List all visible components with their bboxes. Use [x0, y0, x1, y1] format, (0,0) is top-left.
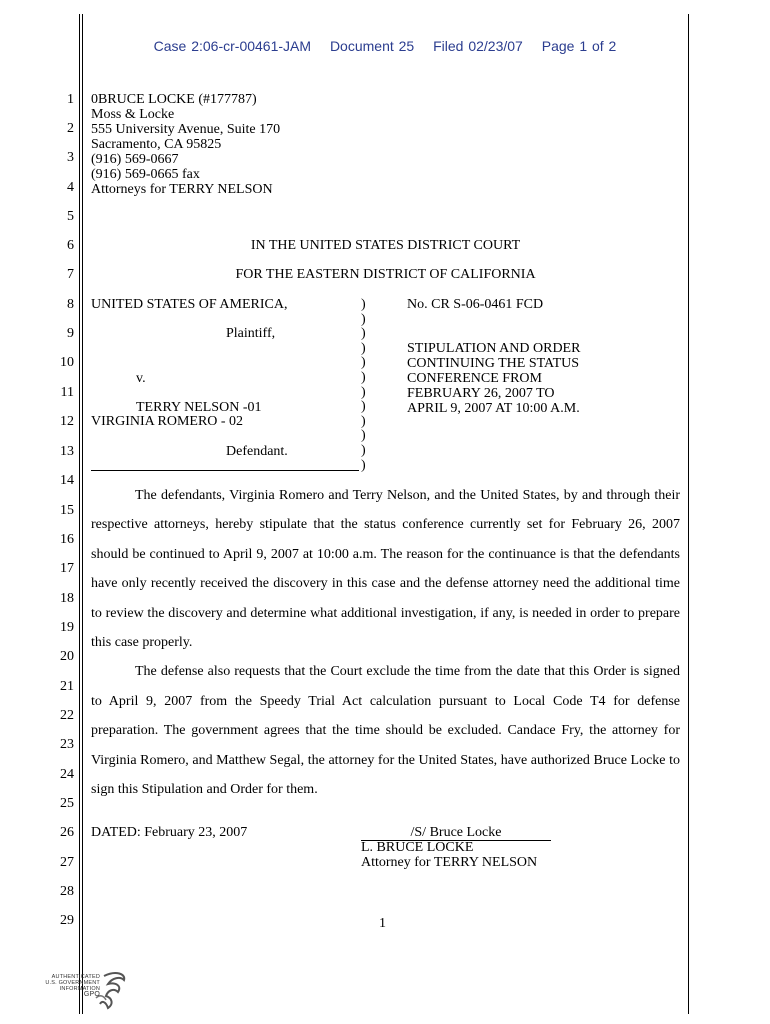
line-number: 11 — [60, 385, 74, 400]
caption-paren: ) — [361, 297, 366, 312]
case-header — [0, 38, 770, 54]
line-number: 7 — [67, 267, 74, 282]
line-number: 4 — [67, 180, 74, 195]
logo-line: INFORMATION — [59, 986, 100, 992]
counsel-line: Sacramento, CA 95825 — [91, 137, 222, 152]
signature-line: /S/ Bruce Locke — [361, 825, 551, 841]
caption-paren: ) — [361, 355, 366, 371]
line-number: 27 — [60, 855, 74, 870]
court-district: FOR THE EASTERN DISTRICT OF CALIFORNIA — [235, 267, 536, 282]
caption-paren: ) — [361, 413, 366, 429]
line-number: 24 — [60, 767, 74, 782]
logo-line: AUTHENTICATED — [51, 974, 100, 980]
defendant-1: TERRY NELSON -01 — [136, 400, 262, 415]
filed-date: Filed 02/23/07 — [433, 38, 523, 54]
paragraph-1: The defendants, Virginia Romero and Terry Nelson, and the United States, by and through their respective attorneys, hereby stipulate that the status conference currently set for February 26, 2007 should be continued to April 9, 2007 at 10:00 a.m. The reason for the continuance is that the defendants have only recently received the discovery in this case and the defense attorney need the additional time to review the discovery and determine what additional investigation, if any, is needed in order to prepare this case properly. — [91, 488, 680, 651]
caption-underline — [91, 470, 359, 471]
paragraph-2: The defense also requests that the Court exclude the time from the date that this Order is signed to April 9, 2007 from the Speedy Trial Act calculation pursuant to Local Code T4 for defense preparation. The government agrees that the time should be excluded. Candace Fry, the attorney for Virginia Romero, and Matthew Segal, the attorney for the United States, have authorized Bruce Locke to sign this Stipulation and Order for them. — [91, 664, 680, 798]
counsel-line: 0BRUCE LOCKE (#177787) — [91, 92, 257, 107]
line-number: 22 — [60, 708, 74, 723]
document-title — [407, 341, 580, 416]
line-number: 3 — [67, 150, 74, 165]
caption-paren: ) — [361, 384, 366, 400]
title-line: APRIL 9, 2007 AT 10:00 A.M. — [407, 401, 580, 416]
plaintiff-name: UNITED STATES OF AMERICA, — [91, 297, 288, 312]
counsel-line: Attorneys for TERRY NELSON — [91, 182, 273, 197]
caption-parentheses — [361, 298, 366, 473]
case-number-caption: No. CR S-06-0461 FCD — [407, 297, 544, 312]
line-number: 20 — [60, 649, 74, 664]
versus: v. — [136, 371, 146, 386]
line-number: 28 — [60, 884, 74, 899]
left-margin-rule-inner — [82, 14, 83, 1014]
signer-name: L. BRUCE LOCKE — [361, 840, 474, 855]
court-name: IN THE UNITED STATES DISTRICT COURT — [250, 238, 521, 253]
title-line: CONFERENCE FROM — [407, 371, 542, 386]
page-indicator: Page 1 of 2 — [541, 38, 617, 54]
line-number: 26 — [60, 825, 74, 840]
left-margin-rule-outer — [79, 14, 80, 1014]
line-number: 2 — [67, 121, 74, 136]
line-number: 16 — [60, 532, 74, 547]
line-number: 17 — [60, 561, 74, 576]
line-number: 18 — [60, 591, 74, 606]
caption-paren: ) — [361, 457, 366, 473]
line-number: 23 — [60, 737, 74, 752]
right-margin-rule — [688, 14, 689, 1014]
counsel-line: (916) 569-0665 fax — [91, 167, 200, 182]
line-number: 1 — [67, 92, 74, 107]
line-number: 29 — [60, 913, 74, 928]
case-number: Case 2:06-cr-00461-JAM — [153, 38, 312, 54]
line-number: 21 — [60, 679, 74, 694]
logo-line: GPO — [83, 991, 100, 998]
caption-paren: ) — [361, 369, 366, 385]
counsel-line: 555 University Avenue, Suite 170 — [91, 122, 281, 137]
caption-paren: ) — [361, 311, 366, 327]
caption-paren: ) — [361, 428, 366, 444]
defendant-label: Defendant. — [226, 444, 288, 459]
defendant-2: VIRGINIA ROMERO - 02 — [91, 414, 244, 429]
line-number: 10 — [60, 355, 74, 370]
signer-role: Attorney for TERRY NELSON — [361, 855, 538, 870]
title-line: FEBRUARY 26, 2007 TO — [407, 386, 555, 401]
line-number: 8 — [67, 297, 74, 312]
line-number: 12 — [60, 414, 74, 429]
counsel-block — [91, 92, 280, 197]
caption-paren: ) — [361, 399, 366, 415]
logo-line: U.S. GOVERNMENT — [45, 980, 100, 986]
gpo-authentication-logo — [26, 968, 136, 1016]
line-number: 5 — [67, 209, 74, 224]
caption-paren: ) — [361, 340, 366, 356]
title-line: CONTINUING THE STATUS — [407, 356, 580, 371]
page-number: 1 — [379, 916, 386, 931]
line-number: 14 — [60, 473, 74, 488]
caption-paren: ) — [361, 442, 366, 458]
line-number: 9 — [67, 326, 74, 341]
counsel-line: (916) 569-0667 — [91, 152, 179, 167]
dated-line: DATED: February 23, 2007 — [91, 825, 248, 840]
counsel-line: Moss & Locke — [91, 107, 175, 122]
line-number: 25 — [60, 796, 74, 811]
caption-paren: ) — [361, 326, 366, 342]
title-line: STIPULATION AND ORDER — [407, 341, 581, 356]
body-text — [91, 481, 680, 804]
document-number: Document 25 — [329, 38, 415, 54]
line-number: 19 — [60, 620, 74, 635]
line-number: 13 — [60, 444, 74, 459]
line-number: 15 — [60, 503, 74, 518]
plaintiff-label: Plaintiff, — [226, 326, 276, 341]
line-number: 6 — [67, 238, 74, 253]
